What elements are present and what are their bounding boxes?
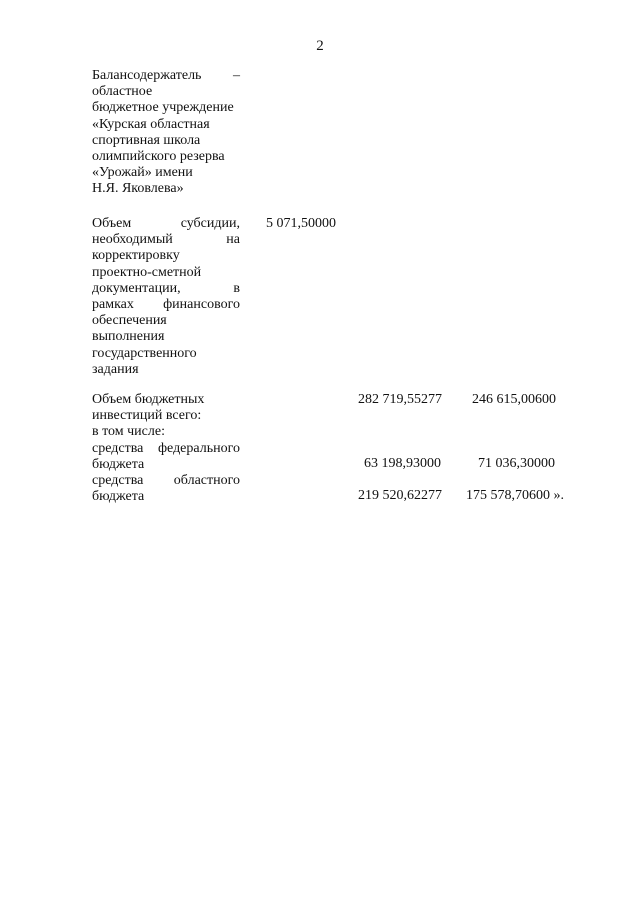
subsidy-line: Объем субсидии, — [92, 216, 240, 231]
subsidy-line: рамках финансового — [92, 297, 240, 313]
subsidy-line: необходимый на — [92, 232, 240, 248]
investments-line: бюджета — [92, 456, 145, 472]
regional-col1: 219 520,62277 — [358, 488, 442, 503]
subsidy-line: обеспечения — [92, 313, 167, 329]
subsidy-line: документации, в — [92, 280, 240, 296]
investments-line: средства областного — [92, 473, 240, 489]
holder-line: Н.Я. Яковлева» — [92, 181, 184, 197]
holder-label — [92, 68, 240, 198]
subsidy-line: выполнения — [92, 329, 165, 345]
investments-label — [92, 392, 240, 505]
page-number: 2 — [316, 38, 324, 54]
holder-line: спортивная школа — [92, 132, 201, 148]
investments-total-col1: 282 719,55277 — [358, 392, 442, 407]
subsidy-value: 5 071,50000 — [266, 216, 336, 231]
holder-line: Балансодержатель – — [92, 68, 240, 83]
subsidy-label — [92, 216, 240, 378]
holder-line: областное — [92, 84, 153, 100]
subsidy-line: корректировку — [92, 248, 180, 264]
holder-line: олимпийского резерва — [92, 149, 225, 165]
investments-line: в том числе: — [92, 424, 165, 440]
investments-line: Объем бюджетных — [92, 392, 205, 407]
holder-line: «Урожай» имени — [92, 165, 193, 181]
subsidy-line: государственного — [92, 345, 197, 361]
investments-line: инвестиций всего: — [92, 408, 202, 424]
regional-col2: 175 578,70600 ». — [466, 488, 564, 503]
holder-line: «Курская областная — [92, 116, 210, 132]
investments-line: средства федерального — [92, 440, 240, 456]
federal-col2: 71 036,30000 — [478, 456, 555, 471]
investments-line: бюджета — [92, 489, 145, 505]
holder-line: бюджетное учреждение — [92, 100, 234, 116]
subsidy-line: проектно-сметной — [92, 264, 202, 280]
investments-total-col2: 246 615,00600 — [472, 392, 556, 407]
subsidy-line: задания — [92, 361, 139, 377]
federal-col1: 63 198,93000 — [364, 456, 441, 471]
